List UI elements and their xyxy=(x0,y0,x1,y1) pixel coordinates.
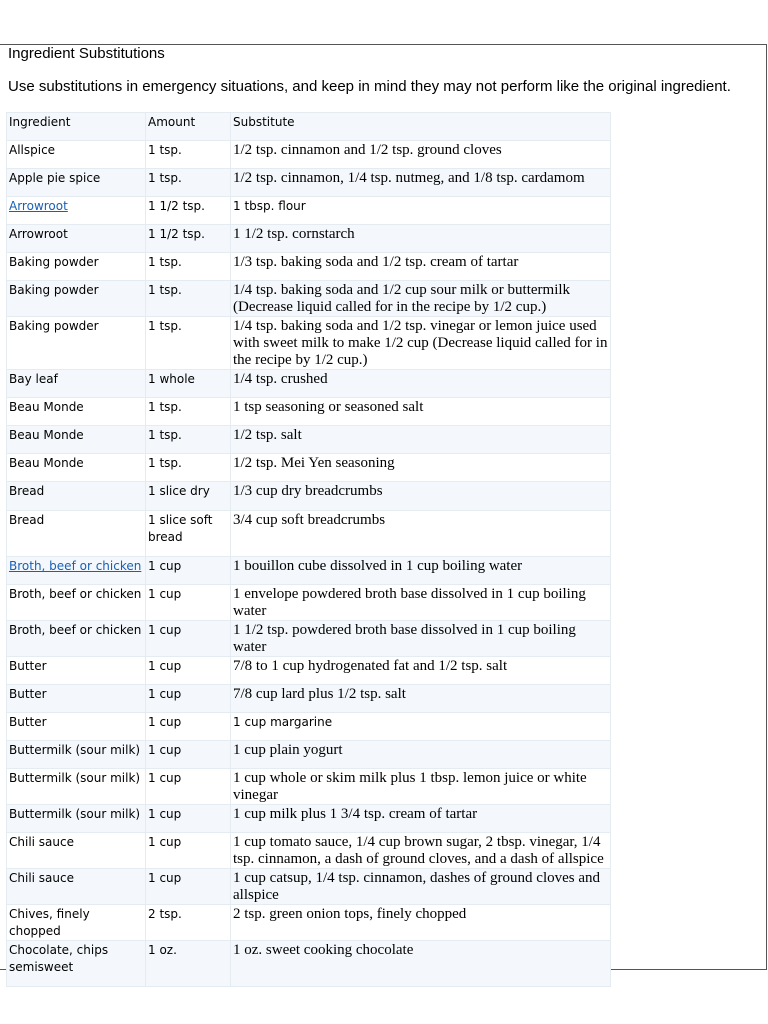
substitute-cell: 1 tbsp. flour xyxy=(231,197,611,225)
ingredient-cell: Broth, beef or chicken xyxy=(7,621,146,657)
amount-cell: 1 slice dry xyxy=(146,482,231,511)
ingredient-link[interactable]: Arrowroot xyxy=(9,199,68,213)
substitute-cell: 1 1/2 tsp. cornstarch xyxy=(231,225,611,253)
substitute-cell: 3/4 cup soft breadcrumbs xyxy=(231,511,611,557)
ingredient-cell: Butter xyxy=(7,713,146,741)
amount-cell: 1 1/2 tsp. xyxy=(146,225,231,253)
ingredient-cell: Bay leaf xyxy=(7,370,146,398)
amount-cell: 1 cup xyxy=(146,833,231,869)
ingredient-cell: Beau Monde xyxy=(7,454,146,482)
substitute-cell: 1/2 tsp. cinnamon, 1/4 tsp. nutmeg, and 1/8 tsp. cardamom xyxy=(231,169,611,197)
amount-cell: 1 cup xyxy=(146,621,231,657)
ingredient-cell: Allspice xyxy=(7,141,146,169)
amount-cell: 1 tsp. xyxy=(146,169,231,197)
substitute-cell: 1 cup tomato sauce, 1/4 cup brown sugar, 2 tbsp. vinegar, 1/4 tsp. cinnamon, a dash of ground cloves, and a dash of allspice xyxy=(231,833,611,869)
substitute-cell: 1 oz. sweet cooking chocolate xyxy=(231,941,611,987)
substitute-cell: 1/4 tsp. baking soda and 1/2 cup sour milk or buttermilk (Decrease liquid called for in the recipe by 1/2 cup.) xyxy=(231,281,611,317)
ingredient-cell: Baking powder xyxy=(7,317,146,370)
ingredient-cell: Broth, beef or chicken xyxy=(7,585,146,621)
substitute-cell: 7/8 to 1 cup hydrogenated fat and 1/2 tsp. salt xyxy=(231,657,611,685)
table-row xyxy=(7,833,611,869)
table-row xyxy=(7,426,611,454)
substitute-cell: 1/2 tsp. Mei Yen seasoning xyxy=(231,454,611,482)
table-row xyxy=(7,253,611,281)
amount-cell: 1 cup xyxy=(146,769,231,805)
ingredient-cell xyxy=(7,197,146,225)
ingredient-link[interactable]: Broth, beef or chicken xyxy=(9,559,142,573)
amount-cell: 1 tsp. xyxy=(146,317,231,370)
substitutions-table xyxy=(6,112,611,987)
ingredient-cell: Baking powder xyxy=(7,253,146,281)
amount-cell: 1 cup xyxy=(146,657,231,685)
substitute-cell: 1 cup whole or skim milk plus 1 tbsp. lemon juice or white vinegar xyxy=(231,769,611,805)
ingredient-cell: Baking powder xyxy=(7,281,146,317)
table-row xyxy=(7,657,611,685)
table-row xyxy=(7,805,611,833)
table-row xyxy=(7,317,611,370)
ingredient-cell: Butter xyxy=(7,657,146,685)
substitute-cell: 2 tsp. green onion tops, finely chopped xyxy=(231,905,611,941)
table-row xyxy=(7,197,611,225)
substitute-cell: 1 cup margarine xyxy=(231,713,611,741)
document-page xyxy=(0,44,767,974)
header-ingredient: Ingredient xyxy=(7,113,146,141)
ingredient-cell: Beau Monde xyxy=(7,426,146,454)
amount-cell: 1 cup xyxy=(146,805,231,833)
substitute-cell: 1 cup milk plus 1 3/4 tsp. cream of tartar xyxy=(231,805,611,833)
table-row xyxy=(7,741,611,769)
table-row xyxy=(7,621,611,657)
amount-cell: 1 tsp. xyxy=(146,141,231,169)
amount-cell: 1 tsp. xyxy=(146,281,231,317)
ingredient-cell: Chocolate, chips semisweet xyxy=(7,941,146,987)
table-row xyxy=(7,482,611,511)
ingredient-cell: Bread xyxy=(7,511,146,557)
ingredient-cell: Chili sauce xyxy=(7,833,146,869)
substitute-cell: 1 cup catsup, 1/4 tsp. cinnamon, dashes of ground cloves and allspice xyxy=(231,869,611,905)
header-substitute: Substitute xyxy=(231,113,611,141)
substitute-cell: 1/3 cup dry breadcrumbs xyxy=(231,482,611,511)
substitute-cell: 1 1/2 tsp. powdered broth base dissolved in 1 cup boiling water xyxy=(231,621,611,657)
ingredient-cell: Bread xyxy=(7,482,146,511)
table-row xyxy=(7,685,611,713)
table-row xyxy=(7,281,611,317)
amount-cell: 1 tsp. xyxy=(146,398,231,426)
amount-cell: 1 whole xyxy=(146,370,231,398)
substitute-cell: 1 envelope powdered broth base dissolved in 1 cup boiling water xyxy=(231,585,611,621)
amount-cell: 1 cup xyxy=(146,713,231,741)
ingredient-cell: Buttermilk (sour milk) xyxy=(7,769,146,805)
ingredient-cell: Chives, finely chopped xyxy=(7,905,146,941)
substitute-cell: 1 tsp seasoning or seasoned salt xyxy=(231,398,611,426)
table-row xyxy=(7,398,611,426)
amount-cell: 1 cup xyxy=(146,869,231,905)
substitute-cell: 1/4 tsp. baking soda and 1/2 tsp. vinegar or lemon juice used with sweet milk to make 1/2 cup (Decrease liquid called for in the recipe by 1/2 cup.) xyxy=(231,317,611,370)
page-title: Ingredient Substitutions xyxy=(8,45,165,62)
header-amount: Amount xyxy=(146,113,231,141)
ingredient-cell: Chili sauce xyxy=(7,869,146,905)
table-row xyxy=(7,454,611,482)
table-header-row xyxy=(7,113,611,141)
table-row xyxy=(7,769,611,805)
amount-cell: 1 1/2 tsp. xyxy=(146,197,231,225)
table-row xyxy=(7,941,611,987)
table-row xyxy=(7,557,611,585)
amount-cell: 1 cup xyxy=(146,585,231,621)
amount-cell: 1 tsp. xyxy=(146,426,231,454)
ingredient-cell: Beau Monde xyxy=(7,398,146,426)
ingredient-cell: Apple pie spice xyxy=(7,169,146,197)
table-row xyxy=(7,141,611,169)
table-row xyxy=(7,225,611,253)
ingredient-cell: Buttermilk (sour milk) xyxy=(7,805,146,833)
table-row xyxy=(7,169,611,197)
table-row xyxy=(7,905,611,941)
substitute-cell: 1 bouillon cube dissolved in 1 cup boiling water xyxy=(231,557,611,585)
amount-cell: 1 tsp. xyxy=(146,454,231,482)
ingredient-cell: Buttermilk (sour milk) xyxy=(7,741,146,769)
substitute-cell: 7/8 cup lard plus 1/2 tsp. salt xyxy=(231,685,611,713)
intro-text: Use substitutions in emergency situations, and keep in mind they may not perform like the original ingredient. xyxy=(8,78,731,95)
substitute-cell: 1/2 tsp. salt xyxy=(231,426,611,454)
substitute-cell: 1/4 tsp. crushed xyxy=(231,370,611,398)
table-row xyxy=(7,869,611,905)
table-row xyxy=(7,370,611,398)
amount-cell: 2 tsp. xyxy=(146,905,231,941)
amount-cell: 1 tsp. xyxy=(146,253,231,281)
substitute-cell: 1 cup plain yogurt xyxy=(231,741,611,769)
amount-cell: 1 slice soft bread xyxy=(146,511,231,557)
amount-cell: 1 cup xyxy=(146,685,231,713)
amount-cell: 1 oz. xyxy=(146,941,231,987)
ingredient-cell: Butter xyxy=(7,685,146,713)
substitute-cell: 1/3 tsp. baking soda and 1/2 tsp. cream of tartar xyxy=(231,253,611,281)
amount-cell: 1 cup xyxy=(146,557,231,585)
ingredient-cell xyxy=(7,557,146,585)
amount-cell: 1 cup xyxy=(146,741,231,769)
table-row xyxy=(7,511,611,557)
table-row xyxy=(7,713,611,741)
table-row xyxy=(7,585,611,621)
substitute-cell: 1/2 tsp. cinnamon and 1/2 tsp. ground cloves xyxy=(231,141,611,169)
ingredient-cell: Arrowroot xyxy=(7,225,146,253)
